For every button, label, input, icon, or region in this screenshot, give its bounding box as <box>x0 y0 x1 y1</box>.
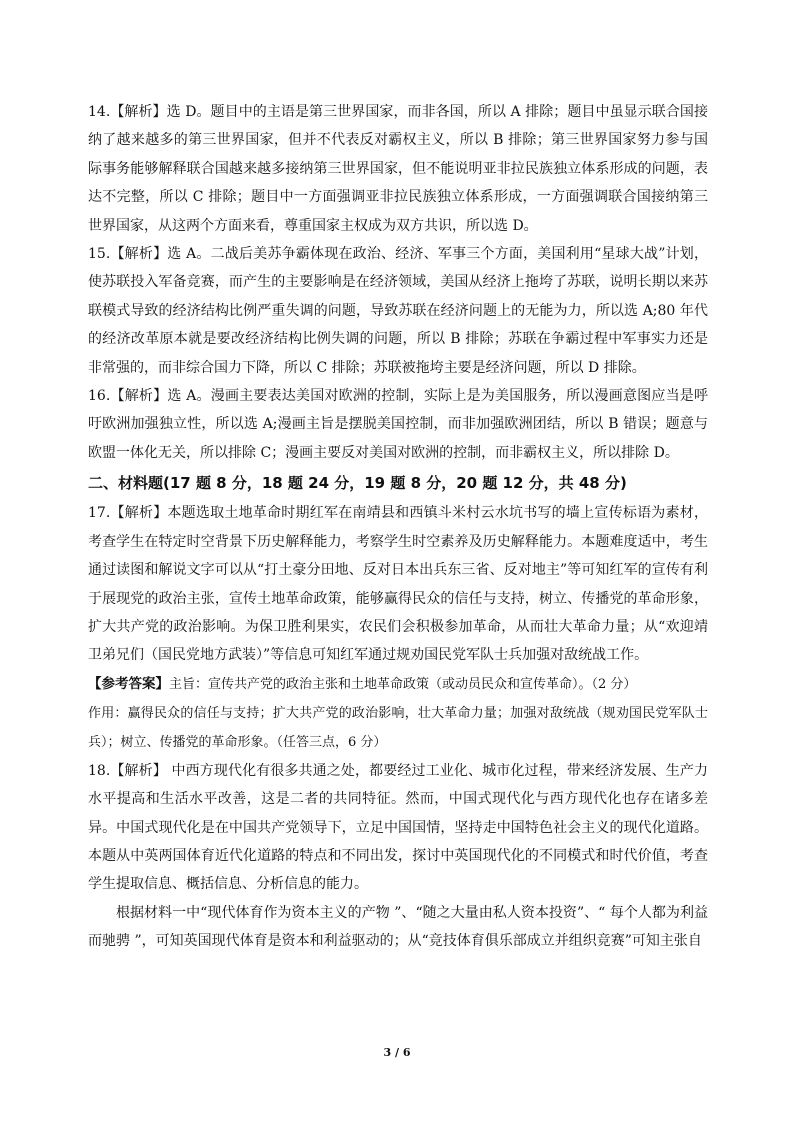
answer-17-effects: 作用：赢得民众的信任与支持；扩大共产党的政治影响，壮大革命力量；加强对敌统战（规劝国民党军队士兵）；树立、传播党的革命形象。（任答三点，6 分） <box>88 705 708 750</box>
reference-answer-main-idea: 主旨：宣传共产党的政治主张和土地革命政策（或动员民众和宣传革命）。（2 分） <box>169 676 637 692</box>
answer-16: 16.【解析】选 A。漫画主要表达美国对欧洲的控制，实际上是为美国服务，所以漫画意图应当是呼吁欧洲加强独立性，所以选 A;漫画主旨是摆脱美国控制，而非加强欧洲团结，所以 B 错误；题意与欧盟一体化无关，所以排除 C；漫画主要反对美国对欧洲的控制，而非霸权主义，所以排除 D。 <box>88 388 708 461</box>
document-body <box>88 98 708 956</box>
answer-18: 18.【解析】 中西方现代化有很多共通之处，都要经过工业化、城市化过程，带来经济发展、生产力水平提高和生活水平改善，这是二者的共同特征。然而，中国式现代化与西方现代化也存在诸多差异。中国式现代化是在中国共产党领导下，立足中国国情，坚持走中国特色社会主义的现代化道路。本题从中英两国体育近代化道路的特点和不同出发，探讨中英国现代化的不同模式和时代价值，考查学生提取信息、概括信息、分析信息的能力。 <box>88 762 708 893</box>
answer-14: 14.【解析】选 D。题目中的主语是第三世界国家，而非各国，所以 A 排除；题目中虽显示联合国接纳了越来越多的第三世界国家，但并不代表反对霸权主义，所以 B 排除；第三世界国家努力参与国际事务能够解释联合国越来越多接纳第三世界国家，但不能说明亚非拉民族独立体系形成的问题，表达不完整，所以 C 排除；题目中一方面强调亚非拉民族独立体系形成，一方面强调联合国接纳第三世界国家，从这两个方面来看，尊重国家主权成为双方共识，所以选 D。 <box>88 104 708 234</box>
answer-18-continued: 根据材料一中“现代体育作为资本主义的产物 ”、“随之大量由私人资本投资”、“ 每个人都为利益而驰骋 ”，可知英国现代体育是资本和利益驱动的；从“竞技体育俱乐部成立并组织竞赛”可知主张自 <box>88 904 708 950</box>
answer-15: 15.【解析】选 A。二战后美苏争霸体现在政治、经济、军事三个方面，美国利用“星球大战”计划，使苏联投入军备竞赛，而产生的主要影响是在经济领域，美国从经济上拖垮了苏联，说明长期以来苏联模式导致的经济结构比例严重失调的问题，导致苏联在经济问题上的无能为力，所以选 A;80 年代的经济改革原本就是要改经济结构比例失调的问题，所以 B 排除；苏联在争霸过程中军事实力还是非常强的，而非综合国力下降，所以 C 排除；苏联被拖垮主要是经济问题，所以 D 排除。 <box>88 246 708 376</box>
section-heading-material-questions: 二、材料题(17 题 8 分，18 题 24 分，19 题 8 分，20 题 12 分，共 48 分) <box>88 474 627 493</box>
answer-17: 17.【解析】本题选取土地革命时期红军在南靖县和西镇斗米村云水坑书写的墙上宣传标语为素材，考查学生在特定时空背景下历史解释能力，考察学生时空素养及历史解释能力。本题难度适中，考生通过读图和解说文字可以从“打土豪分田地、反对日本出兵东三省、反对地主”等可知红军的宣传有利于展现党的政治主张，宣传土地革命政策，能够赢得民众的信任与支持，树立、传播党的革命形象，扩大共产党的政治影响。为保卫胜利果实，农民们会积极参加革命，从而壮大革命力量；从“欢迎靖卫弟兄们（国民党地方武装）”等信息可知红军通过规劝国民党军队士兵加强对敌统战工作。 <box>88 505 708 664</box>
page-number: 3 / 6 <box>383 1046 411 1059</box>
answer-17-reference <box>88 670 708 699</box>
reference-answer-tag: 【参考答案】 <box>88 675 169 692</box>
